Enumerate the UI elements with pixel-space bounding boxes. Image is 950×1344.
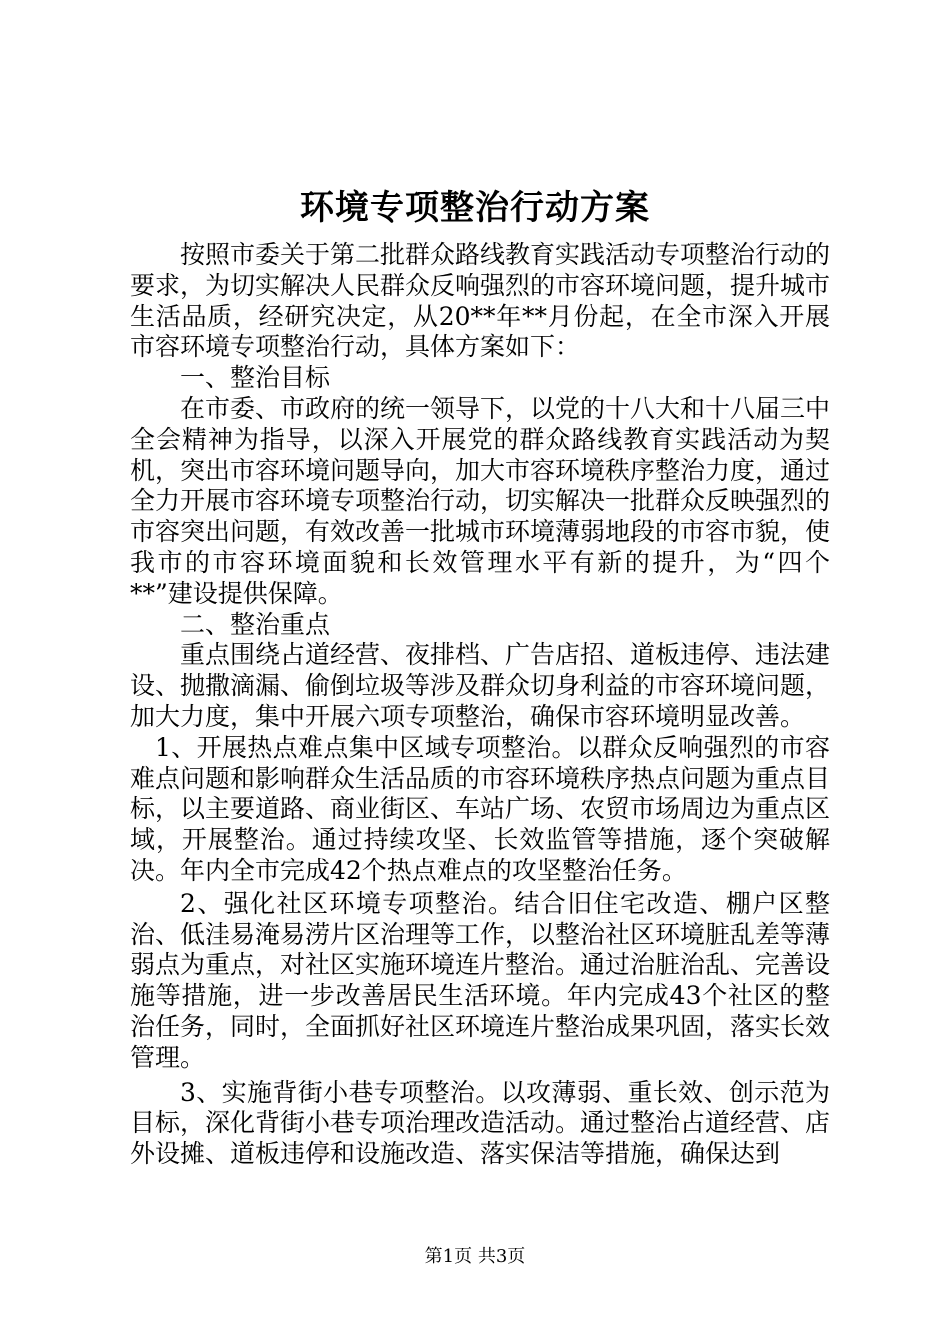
list-item-3: 3、实施背街小巷专项整治。以攻薄弱、重长效、创示范为目标，深化背街小巷专项治理改造活动。通过整治占道经营、店外设摊、道板违停和设施改造、落实保洁等措施，确保达到	[130, 1077, 831, 1169]
section-heading-focus: 二、整治重点	[180, 609, 331, 639]
list-item-2: 2、强化社区环境专项整治。结合旧住宅改造、棚户区整治、低洼易淹易涝片区治理等工作，以整治社区环境脏乱差等薄弱点为重点，对社区实施环境连片整治。通过治脏治乱、完善设施等措施，进一步改善居民生活环境。年内完成43个社区的整治任务，同时，全面抓好社区环境连片整治成果巩固，落实长效管理。	[130, 888, 831, 1072]
goals-paragraph: 在市委、市政府的统一领导下，以党的十八大和十八届三中全会精神为指导，以深入开展党的群众路线教育实践活动为契机，突出市容环境问题导向，加大市容环境秩序整治力度，通过全力开展市容环境专项整治行动，切实解决一批群众反映强烈的市容突出问题，有效改善一批城市环境薄弱地段的市容市貌，使我市的市容环境面貌和长效管理水平有新的提升，为“四个**”建设提供保障。	[130, 393, 831, 608]
intro-paragraph: 按照市委关于第二批群众路线教育实践活动专项整治行动的要求，为切实解决人民群众反响强烈的市容环境问题，提升城市生活品质，经研究决定，从20**年**月份起，在全市深入开展市容环境专项整治行动，具体方案如下：	[130, 240, 831, 362]
page-footer: 第1页 共3页	[424, 1246, 526, 1267]
document-title: 环境专项整治行动方案	[300, 188, 650, 228]
section-heading-goals: 一、整治目标	[180, 363, 331, 393]
list-item-1: 1、开展热点难点集中区域专项整治。以群众反响强烈的市容难点问题和影响群众生活品质的市容环境秩序热点问题为重点目标，以主要道路、商业街区、车站广场、农贸市场周边为重点区域，开展整治。通过持续攻坚、长效监管等措施，逐个突破解决。年内全市完成42个热点难点的攻坚整治任务。	[130, 732, 831, 885]
focus-paragraph: 重点围绕占道经营、夜排档、广告店招、道板违停、违法建设、抛撒滴漏、偷倒垃圾等涉及群众切身利益的市容环境问题，加大力度，集中开展六项专项整治，确保市容环境明显改善。	[130, 640, 831, 731]
document-body	[130, 240, 830, 1170]
